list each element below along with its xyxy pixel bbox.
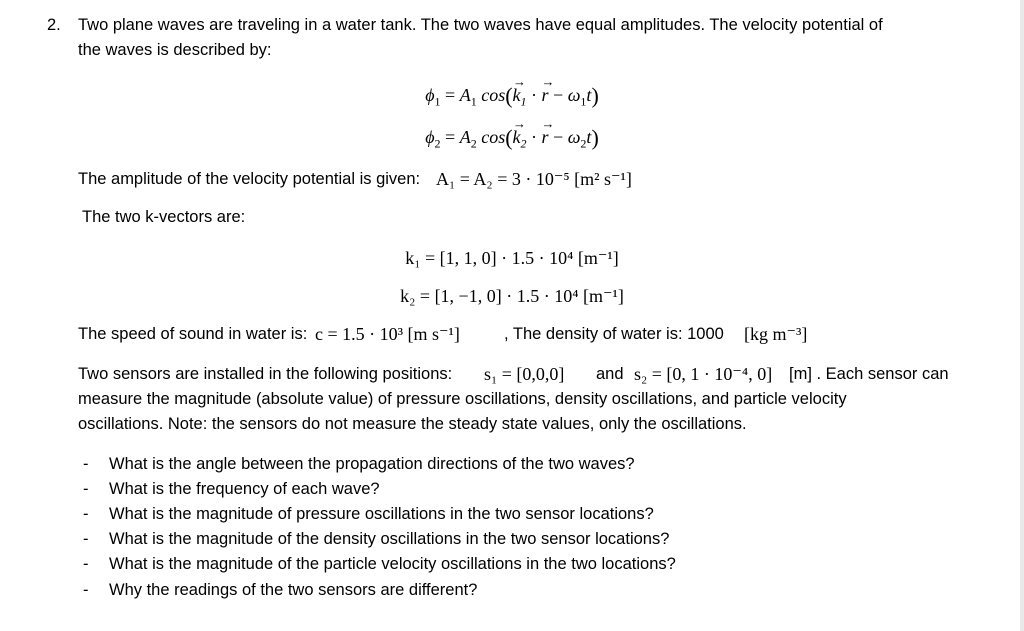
speed-label: The speed of sound in water is: bbox=[78, 325, 308, 343]
amplitude-value: A₁ = A₂ = 3 · 10⁻⁵ [m² s⁻¹] bbox=[436, 169, 632, 189]
list-bullet: - bbox=[83, 505, 89, 523]
list-bullet: - bbox=[83, 555, 89, 573]
question-text: What is the magnitude of the density oscillations in the two sensor locations? bbox=[109, 530, 670, 548]
question-text: Why the readings of the two sensors are different? bbox=[109, 581, 478, 599]
sensor-2-position: s₂ = [0, 1 · 10⁻⁴, 0] bbox=[634, 364, 773, 384]
question-text: What is the angle between the propagation directions of the two waves? bbox=[109, 455, 635, 473]
kvectors-label: The two k-vectors are: bbox=[82, 208, 246, 226]
amplitude-label: The amplitude of the velocity potential is given: bbox=[78, 170, 421, 188]
list-bullet: - bbox=[83, 530, 89, 548]
sensor-1-position: s₁ = [0,0,0] bbox=[484, 364, 565, 384]
sensors-suffix: [m] . Each sensor can bbox=[789, 365, 949, 383]
equation-phi1: $\phi_1 = A_1$ $\cos(\to k_1$ · → $r - \omega_1t$) bbox=[0, 84, 1024, 107]
question-text: What is the magnitude of the particle velocity oscillations in the two locations? bbox=[109, 555, 676, 573]
sensors-prefix: Two sensors are installed in the following positions: bbox=[78, 365, 453, 383]
intro-line-1: Two plane waves are traveling in a water tank. The two waves have equal amplitudes. The velocity potential of bbox=[78, 16, 883, 34]
speed-value: c = 1.5 · 10³ [m s⁻¹] bbox=[315, 324, 460, 344]
sensors-line-2: measure the magnitude (absolute value) of pressure oscillations, density oscillations, and particle velocity bbox=[78, 390, 847, 408]
question-text: What is the magnitude of pressure oscillations in the two sensor locations? bbox=[109, 505, 654, 523]
sensors-line-3: oscillations. Note: the sensors do not measure the steady state values, only the oscillations. bbox=[78, 415, 747, 433]
list-bullet: - bbox=[83, 455, 89, 473]
k1-vector: k₁ = [1, 1, 0] · 1.5 · 10⁴ [m⁻¹] bbox=[405, 248, 619, 268]
problem-number: 2. bbox=[47, 16, 61, 34]
equation-phi2: $\phi_2 = A_2$ $\cos(\to k_2$ · → $r - \omega_2t$) bbox=[0, 126, 1024, 149]
k2-vector: k₂ = [1, −1, 0] · 1.5 · 10⁴ [m⁻¹] bbox=[400, 286, 624, 306]
density-value: [kg m⁻³] bbox=[744, 324, 808, 344]
list-bullet: - bbox=[83, 581, 89, 599]
and-word: and bbox=[596, 365, 624, 383]
page-edge-divider bbox=[1020, 0, 1024, 631]
intro-line-2: the waves is described by: bbox=[78, 41, 272, 59]
question-text: What is the frequency of each wave? bbox=[109, 480, 380, 498]
density-label: , The density of water is: 1000 bbox=[504, 325, 724, 343]
list-bullet: - bbox=[83, 480, 89, 498]
